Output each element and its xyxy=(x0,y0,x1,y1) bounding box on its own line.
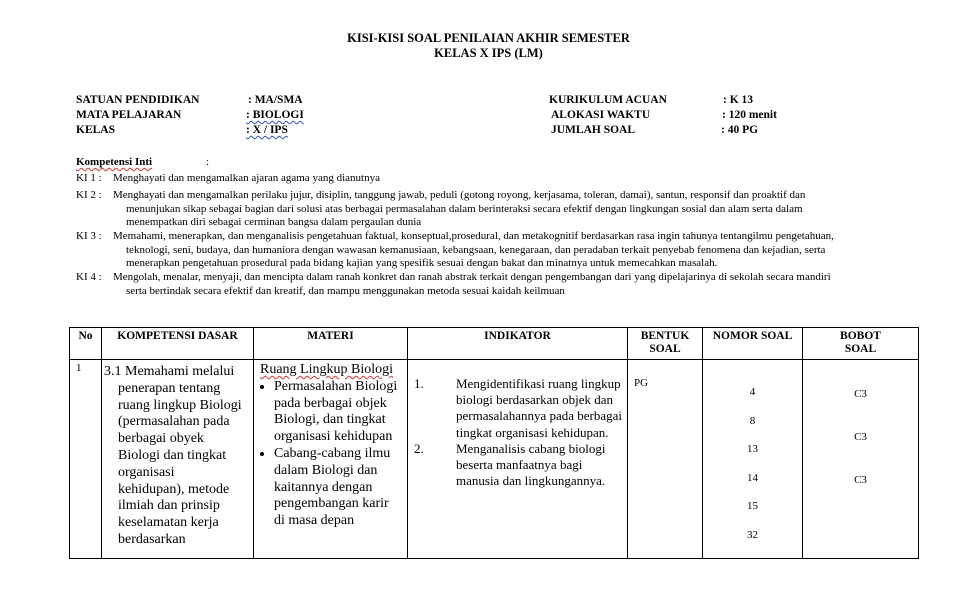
ki4-label: KI 4 : xyxy=(76,271,102,283)
row-bentuk-soal: PG xyxy=(628,360,703,559)
kd-line: ilmiah dan prinsip xyxy=(118,498,220,514)
bobot-item: C3 xyxy=(854,474,867,486)
nomor-item: 14 xyxy=(747,471,758,484)
ki3-line1: Memahami, menerapkan, dan menganalisis pengetahuan faktual, konseptual,prosedural, dan metakognitif berdasarkan rasa ingin tahunya tentangilmu pengetahuan, xyxy=(113,230,834,242)
row-bobot-soal xyxy=(803,360,919,559)
ki2-line1: Menghayati dan mengamalkan perilaku jujur, disiplin, tanggung jawab, peduli (gotong royong, kerjasama, toleran, damai), santun, responsif dan proaktif dan xyxy=(113,189,806,201)
bobot-item: C3 xyxy=(854,431,867,443)
kd-line: kehidupan), metode xyxy=(118,481,230,497)
ki2-label: KI 2 : xyxy=(76,189,102,201)
kd-line: berdasarkan xyxy=(118,531,186,547)
kelas-value: : X / IPS xyxy=(246,124,288,136)
header-bobot-soal xyxy=(803,328,919,360)
header-indikator: INDIKATOR xyxy=(408,328,628,360)
mapel-value: : BIOLOGI xyxy=(246,109,304,121)
materi-list xyxy=(260,379,403,530)
indikator-number: 1. xyxy=(414,376,424,391)
kd-line: (permasalahan pada xyxy=(118,414,230,430)
ki3-line3: menerapkan pengetahuan prosedural pada bidang kajian yang spesifik sesuai dengan bakat dan minatnya untuk memecahkan masalah. xyxy=(126,257,718,269)
materi-title: Ruang Lingkup Biologi xyxy=(260,362,393,377)
ki-heading-colon: : xyxy=(206,156,210,168)
kurikulum-value: : K 13 xyxy=(723,94,754,106)
satuan-value: : MA/SMA xyxy=(248,94,303,106)
indikator-number: 2. xyxy=(414,440,424,456)
jumlah-value: : 40 PG xyxy=(721,124,759,136)
kurikulum-label: KURIKULUM ACUAN xyxy=(549,94,667,106)
kd-line: keselamatan kerja xyxy=(118,515,219,531)
ki1-text: Menghayati dan mengamalkan ajaran agama yang dianutnya xyxy=(113,172,380,184)
alokasi-value: : 120 menit xyxy=(722,109,777,121)
ki3-label: KI 3 : xyxy=(76,230,102,242)
nomor-item: 8 xyxy=(749,414,756,427)
list-item: • Cabang-cabang ilmu dalam Biologi dan kaitannya dengan pengembangan karir di masa depan xyxy=(274,446,403,530)
header-materi: MATERI xyxy=(254,328,408,360)
document-title: KISI-KISI SOAL PENILAIAN AKHIR SEMESTER xyxy=(347,31,630,45)
satuan-label: SATUAN PENDIDIKAN xyxy=(76,94,200,106)
kd-line: organisasi xyxy=(118,464,175,480)
kisi-kisi-table xyxy=(69,327,919,559)
row-nomor-soal xyxy=(703,360,803,559)
row-indikator xyxy=(408,360,628,559)
nomor-item: 4 xyxy=(749,386,756,398)
header-bentuk-line1: BENTUK xyxy=(640,330,690,342)
indikator-text: Menganalisis cabang biologi beserta manfaatnya bagi manusia dan lingkungannya. xyxy=(456,440,606,489)
header-bobot-line2: SOAL xyxy=(844,343,877,355)
indikator-item xyxy=(414,376,623,441)
header-bobot-line1: BOBOT xyxy=(840,330,881,342)
list-item: • Permasalahan Biologi pada berbagai objek Biologi, dan tingkat organisasi kehidupan xyxy=(274,379,403,446)
document-subtitle: KELAS X IPS (LM) xyxy=(434,46,543,60)
kd-line: 3.1 Memahami melalui xyxy=(104,364,235,379)
header-nomor-soal: NOMOR SOAL xyxy=(703,328,803,360)
kd-line: penerapan tentang xyxy=(118,380,221,396)
kd-line: Biologi dan tingkat xyxy=(118,447,227,463)
ki2-line2: menunjukan sikap sebagai bagian dari solusi atas berbagai permasalahan dalam berinteraksi secara efektif dengan lingkungan sosial dan alam serta dalam xyxy=(126,203,803,215)
table-row xyxy=(70,360,919,559)
table-header-row xyxy=(70,328,919,360)
header-kompetensi-dasar: KOMPETENSI DASAR xyxy=(102,328,254,360)
ki4-line1: Mengolah, menalar, menyaji, dan mencipta dalam ranah konkret dan ranah abstrak terkait dengan pengembangan dari yang dipelajarinya di sekolah secara mandiri xyxy=(113,271,831,283)
header-no: No xyxy=(70,328,102,360)
ki-heading: Kompetensi Inti xyxy=(76,156,153,168)
ki3-line2: teknologi, seni, budaya, dan humaniora dengan wawasan kemanusiaan, kebangsaan, kenegaraan, dan peradaban terkait penyebab fenomena dan kejadian, serta xyxy=(126,244,826,256)
nomor-item: 32 xyxy=(747,528,758,541)
nomor-item: 15 xyxy=(747,500,758,513)
indikator-item xyxy=(414,441,623,490)
ki4-line2: serta bertindak secara efektif dan kreatif, dan mampu menggunakan metoda sesuai kaidah keilmuan xyxy=(126,285,565,297)
bobot-item: C3 xyxy=(854,388,867,400)
row-kompetensi-dasar xyxy=(102,360,254,559)
header-bentuk-soal xyxy=(628,328,703,360)
row-materi xyxy=(254,360,408,559)
header-bentuk-line2: SOAL xyxy=(649,343,681,355)
row-no: 1 xyxy=(70,360,102,559)
mapel-label: MATA PELAJARAN xyxy=(76,109,182,121)
ki1-label: KI 1 : xyxy=(76,172,102,184)
kd-line: berbagai obyek xyxy=(118,431,204,447)
ki2-line3: menempatkan diri sebagai cerminan bangsa dalam pergaulan dunia xyxy=(126,216,422,228)
alokasi-label: ALOKASI WAKTU xyxy=(551,109,651,121)
jumlah-label: JUMLAH SOAL xyxy=(551,124,636,136)
kelas-label: KELAS xyxy=(76,124,115,136)
indikator-text: Mengidentifikasi ruang lingkup biologi berdasarkan objek dan permasalahannya pada berbagai tingkat organisasi kehidupan. xyxy=(456,376,623,440)
kd-line: ruang lingkup Biologi xyxy=(118,397,242,413)
nomor-item: 13 xyxy=(747,443,758,456)
